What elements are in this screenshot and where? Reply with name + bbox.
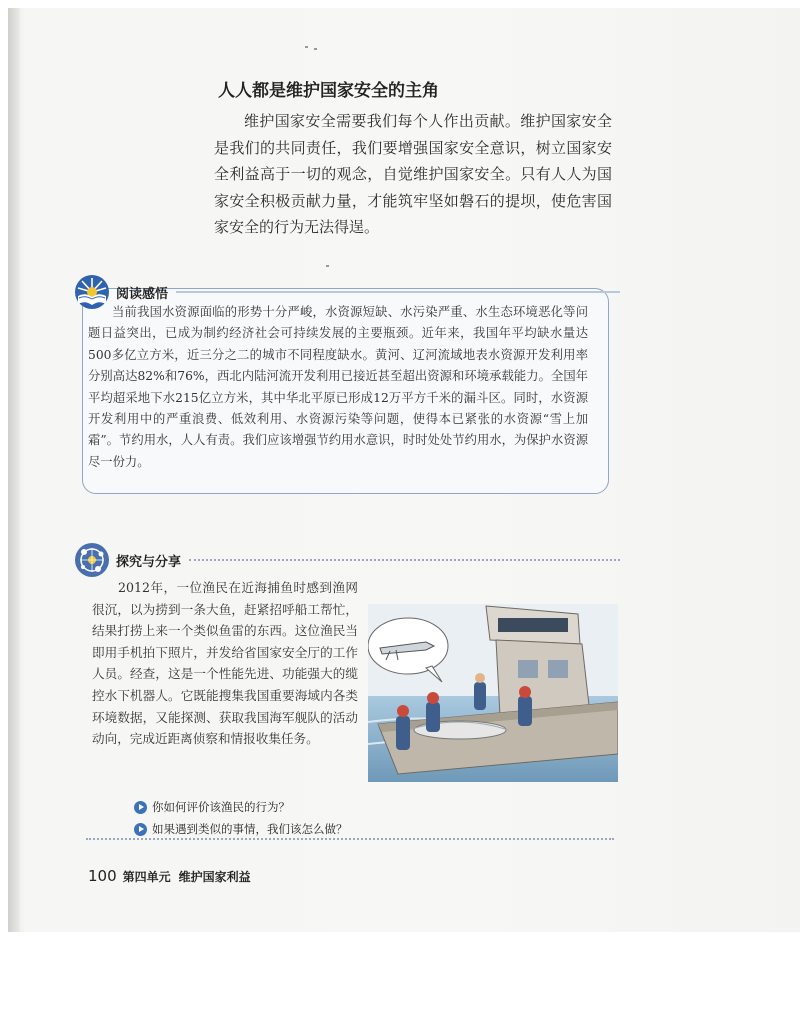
print-speck (314, 48, 317, 50)
print-speck (305, 46, 308, 48)
unit-label: 第四单元 (122, 870, 171, 884)
question-item (134, 818, 348, 840)
intro-paragraph: 维护国家安全需要我们每个人作出贡献。维护国家安全是我们的共同责任，我们要增强国家安全意识，树立国家安全利益高于一切的观念，自觉维护国家安全。只有人人为国家安全积极贡献力量，才能筑牢坚如磐石的提坝，使危害国家安全的行为无法得逞。 (214, 112, 612, 236)
explore-title: 探究与分享 (116, 554, 182, 570)
question-text: 你如何评价该渔民的行为？ (152, 800, 290, 814)
explore-header-rule (189, 559, 620, 561)
page-footer (88, 867, 251, 885)
page-number: 100 (88, 867, 117, 885)
reading-text: 当前我国水资源面临的形势十分严峻，水资源短缺、水污染严重、水生态环境恶化等问题日益突出，已成为制约经济社会可持续发展的主要瓶颈。近年来，我国年平均缺水量达500多亿立方米，近三分之二的城市不同程度缺水。黄河、辽河流域地表水资源开发利用率分别高达82%和76%，西北内陆河流开发利用已接近甚至超出资源和环境承载能力。全国年平均超采地下水215亿立方米，其中华北平原已形成12万平方千米的漏斗区。同时，水资源开发利用中的严重浪费、低效利用、水资源污染等问题，使得本已紧张的水资源“雪上加霜”。节约用水，人人有责。我们应该增强节约用水意识，时时处处节约用水，为保护水资源尽一份力。 (88, 305, 588, 469)
section-bottom-rule (86, 838, 614, 840)
discussion-questions (134, 796, 348, 840)
section-heading: 人人都是维护国家安全的主角 (218, 81, 439, 101)
fishing-boat-illustration (368, 604, 618, 782)
reading-title: 阅读感悟 (116, 286, 169, 302)
print-speck (326, 265, 329, 267)
question-text: 如果遇到类似的事情，我们该怎么做？ (152, 822, 348, 836)
explore-header (74, 540, 620, 580)
arrow-bullet-icon (134, 801, 147, 814)
unit-title: 维护国家利益 (178, 870, 251, 884)
globe-share-icon (74, 542, 110, 578)
question-item (134, 796, 348, 818)
reading-header-rule (176, 291, 620, 293)
fisherman-story: 2012年，一位渔民在近海捕鱼时感到渔网很沉，以为捞到一条大鱼，赶紧招呼船工帮忙，结果打捞上来一个类似鱼雷的东西。这位渔民当即用手机拍下照片，并发给省国家安全厅的工作人员。经查，这是一个性能先进、功能强大的缆控水下机器人。它既能搜集我国重要海域内各类环境数据，又能探测、获取我国海军舰队的活动动向，完成近距离侦察和情报收集任务。 (92, 580, 358, 747)
page-spine-shadow (8, 8, 20, 932)
arrow-bullet-icon (134, 823, 147, 836)
